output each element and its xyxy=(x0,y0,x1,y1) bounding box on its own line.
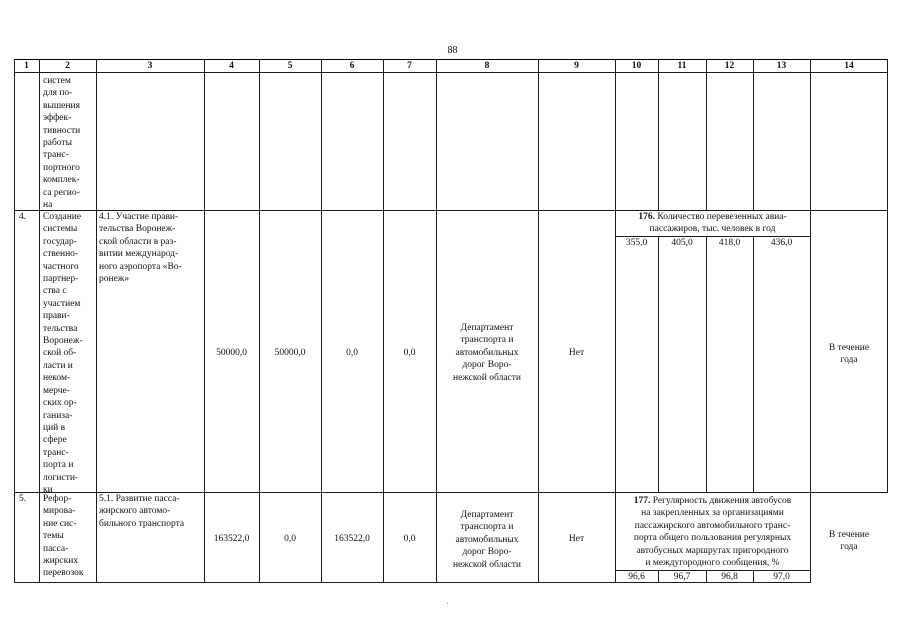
header-col-3: 3 xyxy=(147,61,153,71)
table-top-border xyxy=(14,59,888,60)
col-border-right xyxy=(887,59,888,493)
row4-value-year2: 405,0 xyxy=(671,238,693,248)
col-border-3 xyxy=(204,59,205,583)
col-border-5 xyxy=(321,59,322,583)
row4-deadline-text: В течение года xyxy=(828,343,870,366)
header-col-12: 12 xyxy=(724,61,735,71)
header-col-7: 7 xyxy=(407,61,412,71)
header-col-4: 4 xyxy=(229,61,234,71)
row4-col9-value: Нет xyxy=(568,348,585,358)
row4-col6-value: 0,0 xyxy=(346,348,358,358)
col-border-7 xyxy=(436,59,437,583)
col-border-8 xyxy=(538,59,539,583)
row5-col5-value: 0,0 xyxy=(284,534,296,544)
row4-value-year4: 436,0 xyxy=(770,238,793,248)
header-col-13: 13 xyxy=(776,61,787,71)
header-col-10: 10 xyxy=(631,61,642,71)
indicator-176-text: 176. Количество перевезенных авиа- пассажиров, тыс. человек в год xyxy=(638,212,787,235)
row4-col5-value: 50000,0 xyxy=(274,348,306,358)
col-border-13 xyxy=(810,59,811,583)
continuation-goal-text: систем для по- вышения эффек- тивности работы транс- портного комплек- са регио- на xyxy=(43,76,81,211)
row4-responsible-text: Департамент транспорта и автомобильных дорог Воро- нежской области xyxy=(452,323,521,383)
row4-goal-text: Создание системы государ- ственно- частного партнер- ства с участием прави- тельства Воронеж- ской об- ласти и неком- мерче- ских ор- ганиза- ций в сфере транс- порта и логисти- ки xyxy=(43,212,83,495)
header-col-9: 9 xyxy=(574,61,579,71)
col-border-12-b xyxy=(753,236,754,492)
page-number: 88 xyxy=(447,45,458,56)
program-table xyxy=(14,59,888,583)
col-border-6 xyxy=(383,59,384,583)
header-col-5: 5 xyxy=(287,61,293,71)
header-col-11: 11 xyxy=(677,61,687,71)
row5-value-year4: 97,0 xyxy=(773,572,790,582)
row5-goal-text: Рефор- мирова- ние сис- темы пасса- жирских перевозок xyxy=(43,494,84,579)
indicator-177-text: 177. Регулярность движения автобусов на закрепленных за организациями пассажирского автомобильного транс- порта общего пользования регулярных автобусных маршрутах пригородного и междугородного сообщения, % xyxy=(633,496,792,569)
header-col-6: 6 xyxy=(349,61,355,71)
col-border-left xyxy=(14,59,15,583)
row5-responsible-text: Департамент транспорта и автомобильных дорог Воро- нежской области xyxy=(452,510,521,570)
col-border-4 xyxy=(259,59,260,583)
col-border-1 xyxy=(39,59,40,583)
row5-col4-value: 163522,0 xyxy=(213,534,250,544)
row5-activity-text: 5.1. Развитие пасса- жирского автомо- бильного транспорта xyxy=(99,494,185,529)
col-border-10-a xyxy=(658,59,659,210)
scan-speck xyxy=(447,603,448,604)
row5-value-year1: 96,6 xyxy=(628,572,645,582)
col-border-11-b xyxy=(706,236,707,492)
header-col-8: 8 xyxy=(484,61,490,71)
row4-activity-text: 4.1. Участие прави- тельства Воронеж- ской области в раз- витии международ- ного аэропорта «Во- ронеж» xyxy=(99,212,182,285)
header-col-14: 14 xyxy=(844,61,854,71)
col-border-11-a xyxy=(706,59,707,210)
col-border-10-b xyxy=(658,236,659,492)
row4-number: 4. xyxy=(19,212,27,222)
row5-col6-value: 163522,0 xyxy=(334,534,370,544)
col-border-12-a xyxy=(753,59,754,210)
row5-col7-value: 0,0 xyxy=(403,534,416,544)
row4-value-year1: 355,0 xyxy=(625,238,648,248)
header-col-2: 2 xyxy=(65,61,70,71)
row5-col9-value: Нет xyxy=(568,534,585,544)
row5-value-year3: 96,8 xyxy=(721,572,738,582)
row5-deadline-text: В течение года xyxy=(828,530,870,553)
header-col-1: 1 xyxy=(24,61,29,71)
row4-col7-value: 0,0 xyxy=(403,348,416,358)
row4-col4-value: 50000,0 xyxy=(216,348,247,358)
row5-number: 5. xyxy=(19,494,27,504)
header-bottom-border xyxy=(14,72,888,73)
row4-value-year3: 418,0 xyxy=(718,238,741,248)
row5-value-year2: 96,7 xyxy=(673,572,691,582)
